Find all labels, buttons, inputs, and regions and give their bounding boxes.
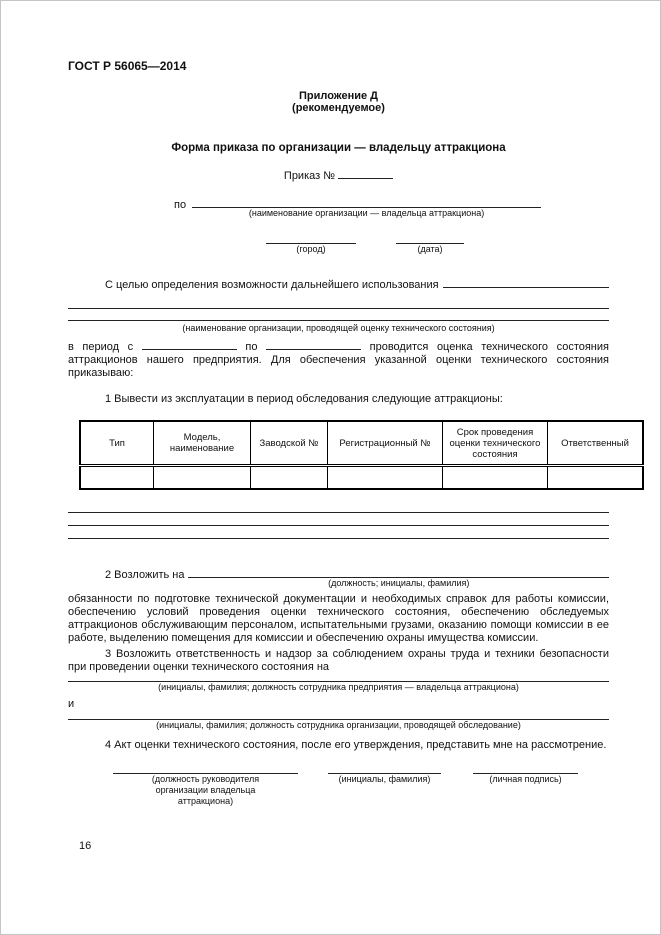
table-header-row: [80, 421, 643, 466]
item-2-body: обязанности по подготовке технической документации и необходимых справок для работы комиссии, обеспечению условий проведения оценки технического состояния, обеспечению обследуемых аттракционов обслуживающим персоналом, испытательными грузами, оказанию помощи комиссии в ее работе, выделению помещения для комиссии и обеспечению охраны имущества комиссии.: [68, 593, 609, 644]
col-header-type: Тип: [80, 421, 154, 466]
appendix-title: Приложение Д: [299, 90, 378, 102]
head-position-field[interactable]: [113, 760, 298, 774]
table-cell[interactable]: [251, 466, 328, 490]
col-header-model: Модель, наименование: [154, 421, 251, 466]
city-caption: (город): [296, 244, 326, 254]
organization-block: [68, 195, 609, 219]
table-cell[interactable]: [443, 466, 548, 490]
purpose-lead-text: С целью определения возможности дальнейшего использования: [105, 279, 439, 291]
safety-owner-employee-field[interactable]: [68, 674, 609, 682]
period-suffix: проводится оценка технического состояния аттракционов нашего предприятия. Для обеспечения указанной оценки технического состояния приказываю:: [68, 341, 609, 379]
table-cell[interactable]: [80, 466, 154, 490]
organization-name-caption: (наименование организации — владельца аттракциона): [248, 208, 485, 218]
po-label: по: [174, 199, 187, 211]
personal-signature-caption: (личная подпись): [489, 774, 562, 784]
form-title: Форма приказа по организации — владельцу аттракциона: [171, 142, 506, 154]
city-date-block: [68, 231, 609, 255]
write-in-line-1[interactable]: [68, 500, 609, 513]
item-2-lead: 2 Возложить на: [105, 569, 185, 581]
safety-assessor-employee-caption: (инициалы, фамилия; должность сотрудника организации, проводящей обследование): [156, 720, 521, 730]
safety-assessor-employee-field[interactable]: [68, 711, 609, 720]
period-paragraph: [68, 339, 609, 380]
col-header-assessment-term: Срок проведения оценки технического состояния: [443, 421, 548, 466]
table-row: [80, 466, 643, 490]
period-start-field[interactable]: [142, 339, 237, 350]
item-2-line: [68, 565, 609, 589]
head-position-caption: (должность руководителя организации владельца аттракциона): [151, 774, 260, 806]
order-number-label: Приказ №: [283, 170, 336, 182]
order-number-field[interactable]: [338, 168, 393, 179]
item-3-text: 3 Возложить ответственность и надзор за соблюдением охраны труда и техники безопасности при проведении оценки технического состояния на: [68, 648, 609, 673]
period-prefix: в период с: [68, 341, 134, 353]
personal-signature-field[interactable]: [473, 760, 578, 774]
head-name-field[interactable]: [328, 760, 441, 774]
purpose-line: [68, 277, 609, 291]
period-middle: по: [245, 341, 258, 353]
date-field[interactable]: [396, 231, 464, 244]
city-field[interactable]: [266, 231, 356, 244]
write-in-line-2[interactable]: [68, 513, 609, 526]
purpose-field[interactable]: [443, 277, 609, 288]
standard-reference: ГОСТ Р 56065—2014: [68, 59, 187, 73]
attractions-table: [79, 420, 644, 490]
assessing-org-field-line2[interactable]: [68, 309, 609, 321]
period-end-field[interactable]: [266, 339, 361, 350]
date-caption: (дата): [417, 244, 443, 254]
assessing-org-field-line1[interactable]: [68, 299, 609, 309]
assessing-org-caption: (наименование организации, проводящей оценку технического состояния): [182, 323, 495, 333]
table-cell[interactable]: [154, 466, 251, 490]
item-4-text: 4 Акт оценки технического состояния, после его утверждения, представить мне на рассмотрение.: [105, 739, 607, 751]
appendix-subtitle: (рекомендуемое): [292, 102, 385, 114]
head-name-caption: (инициалы, фамилия): [338, 774, 431, 784]
safety-owner-employee-caption: (инициалы, фамилия; должность сотрудника предприятия — владельца аттракциона): [158, 682, 519, 692]
col-header-factory-no: Заводской №: [251, 421, 328, 466]
col-header-responsible: Ответственный: [548, 421, 644, 466]
page-content: [1, 1, 660, 807]
responsible-person-field[interactable]: [188, 565, 609, 578]
organization-name-field[interactable]: [192, 195, 541, 208]
responsible-person-caption: (должность; инициалы, фамилия): [328, 578, 470, 588]
extra-write-in-lines: [68, 500, 609, 539]
signature-block: [68, 760, 609, 807]
page-number: 16: [79, 840, 92, 852]
table-cell[interactable]: [328, 466, 443, 490]
conjunction-text: и: [68, 698, 75, 710]
write-in-line-3[interactable]: [68, 526, 609, 539]
item-1-text: 1 Вывести из эксплуатации в период обследования следующие аттракционы:: [105, 393, 503, 405]
order-number-line: [68, 168, 609, 182]
table-cell[interactable]: [548, 466, 644, 490]
col-header-registration-no: Регистрационный №: [328, 421, 443, 466]
